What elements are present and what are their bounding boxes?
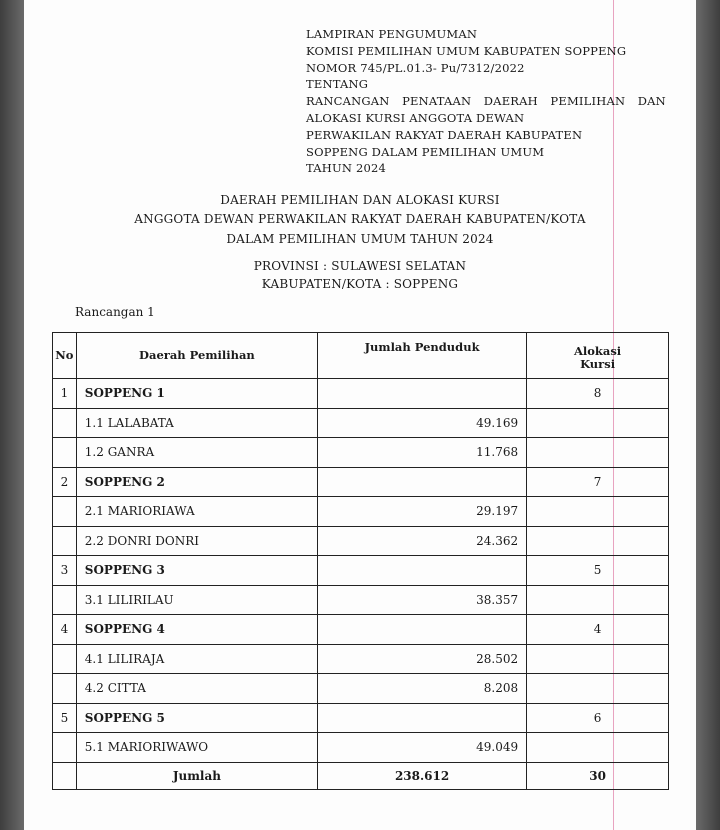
row-population-cell: 8.208: [318, 674, 527, 704]
row-name-cell: 2.1 MARIORIAWA: [76, 497, 317, 527]
row-population-cell: [318, 615, 527, 645]
subdistrict-row: [53, 674, 669, 704]
row-name-cell: SOPPENG 1: [76, 379, 317, 409]
row-name-cell: 4.1 LILIRAJA: [76, 644, 317, 674]
header-district: Daerah Pemilihan: [76, 333, 317, 379]
header-decree-number: NOMOR 745/PL.01.3- Pu/7312/2022: [306, 60, 525, 75]
row-no-cell: [53, 408, 77, 438]
row-name-cell: 1.1 LALABATA: [76, 408, 317, 438]
row-seats-cell: 7: [527, 467, 669, 497]
header-line-6: ALOKASI KURSI ANGGOTA DEWAN: [306, 110, 525, 125]
row-seats-cell: [527, 585, 669, 615]
row-no-cell: 5: [53, 703, 77, 733]
row-no-cell: [53, 674, 77, 704]
row-population-cell: 24.362: [318, 526, 527, 556]
regency-label: KABUPATEN/KOTA : SOPPENG: [261, 277, 459, 291]
document-page: [24, 0, 696, 830]
row-no-cell: 3: [53, 556, 77, 586]
district-row: [53, 615, 669, 645]
header-line-4: TENTANG: [306, 77, 369, 92]
subdistrict-row: [53, 733, 669, 763]
row-seats-cell: [527, 644, 669, 674]
subdistrict-row: [53, 526, 669, 556]
row-seats-cell: [527, 497, 669, 527]
row-seats-cell: [527, 526, 669, 556]
row-no-cell: 4: [53, 615, 77, 645]
total-row: [53, 762, 669, 789]
row-population-cell: 29.197: [318, 497, 527, 527]
subdistrict-row: [53, 497, 669, 527]
row-name-cell: 3.1 LILIRILAU: [76, 585, 317, 615]
row-no-cell: [53, 497, 77, 527]
row-no-cell: [53, 526, 77, 556]
title-line-2: ANGGOTA DEWAN PERWAKILAN RAKYAT DAERAH KABUPATEN/KOTA: [134, 212, 586, 226]
subdistrict-row: [53, 585, 669, 615]
row-name-cell: SOPPENG 5: [76, 703, 317, 733]
row-no-cell: [53, 644, 77, 674]
row-no-cell: [53, 438, 77, 468]
attachment-header: [306, 26, 666, 177]
table-header-row: [53, 333, 669, 379]
header-population: Jumlah Penduduk: [318, 333, 527, 379]
province-label: PROVINSI : SULAWESI SELATAN: [253, 259, 467, 273]
row-population-cell: 28.502: [318, 644, 527, 674]
row-name-cell: SOPPENG 4: [76, 615, 317, 645]
row-seats-cell: [527, 674, 669, 704]
row-population-cell: 49.049: [318, 733, 527, 763]
row-name-cell: 5.1 MARIORIWAWO: [76, 733, 317, 763]
total-population: 238.612: [318, 762, 527, 789]
row-seats-cell: [527, 408, 669, 438]
row-no-cell: 1: [53, 379, 77, 409]
header-no: No: [53, 333, 77, 379]
subdistrict-row: [53, 408, 669, 438]
header-line-5: RANCANGAN PENATAAN DAERAH PEMILIHAN DAN: [306, 94, 666, 109]
header-line-2: KOMISI PEMILIHAN UMUM KABUPATEN SOPPENG: [306, 43, 627, 58]
subdistrict-row: [53, 644, 669, 674]
district-row: [53, 467, 669, 497]
header-line-8: SOPPENG DALAM PEMILIHAN UMUM: [306, 144, 545, 159]
row-seats-cell: 4: [527, 615, 669, 645]
total-label: Jumlah: [76, 762, 317, 789]
row-population-cell: 38.357: [318, 585, 527, 615]
header-line-7: PERWAKILAN RAKYAT DAERAH KABUPATEN: [306, 127, 583, 142]
row-seats-cell: 8: [527, 379, 669, 409]
district-row: [53, 556, 669, 586]
header-line-1: LAMPIRAN PENGUMUMAN: [306, 27, 478, 41]
district-row: [53, 703, 669, 733]
row-name-cell: 4.2 CITTA: [76, 674, 317, 704]
row-name-cell: SOPPENG 3: [76, 556, 317, 586]
district-row: [53, 379, 669, 409]
row-name-cell: SOPPENG 2: [76, 467, 317, 497]
row-population-cell: 49.169: [318, 408, 527, 438]
row-population-cell: [318, 556, 527, 586]
row-population-cell: [318, 379, 527, 409]
row-population-cell: [318, 703, 527, 733]
title-line-3: DALAM PEMILIHAN UMUM TAHUN 2024: [226, 232, 494, 246]
row-population-cell: 11.768: [318, 438, 527, 468]
seat-allocation-table: [52, 332, 669, 790]
draft-label: Rancangan 1: [75, 305, 155, 319]
row-no-cell: 2: [53, 467, 77, 497]
row-seats-cell: 5: [527, 556, 669, 586]
row-name-cell: 2.2 DONRI DONRI: [76, 526, 317, 556]
total-seats: 30: [527, 762, 669, 789]
total-no-cell: [53, 762, 77, 789]
header-line-9: TAHUN 2024: [306, 161, 387, 176]
row-seats-cell: [527, 733, 669, 763]
subdistrict-row: [53, 438, 669, 468]
row-no-cell: [53, 733, 77, 763]
header-seats: Alokasi Kursi: [527, 333, 669, 379]
row-seats-cell: 6: [527, 703, 669, 733]
row-name-cell: 1.2 GANRA: [76, 438, 317, 468]
title-line-1: DAERAH PEMILIHAN DAN ALOKASI KURSI: [220, 193, 500, 207]
row-population-cell: [318, 467, 527, 497]
row-no-cell: [53, 585, 77, 615]
row-seats-cell: [527, 438, 669, 468]
